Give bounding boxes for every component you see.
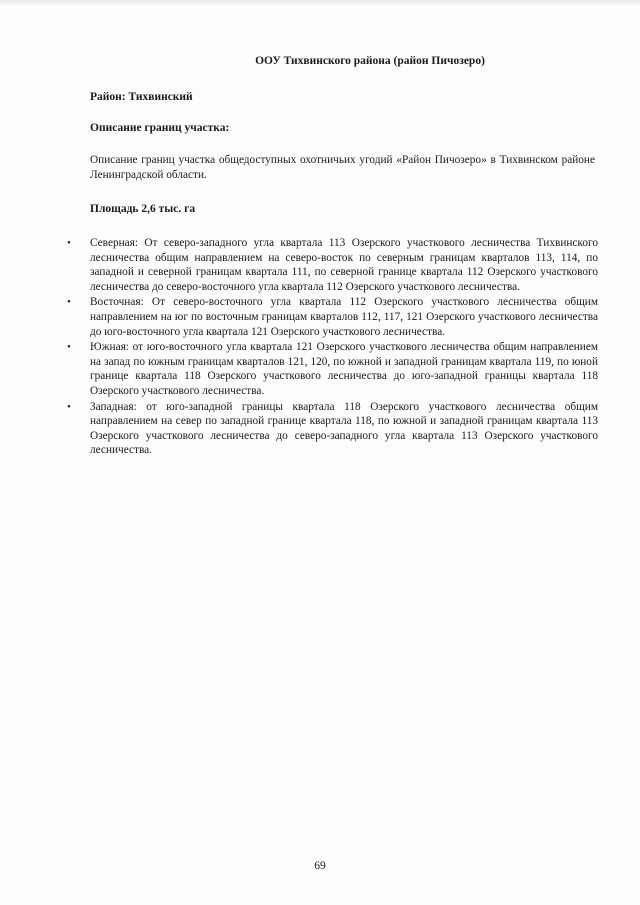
bullet-icon: • [67,341,71,354]
area-label: Площадь 2,6 тыс. га [90,203,196,215]
border-west [63,400,598,458]
border-north-text: Северная: От северо-западного угла квартала 113 Озерского участкового лесничества Тихвинского лесничества общим направлением на северо-восток по северным границам кварталов 113, 114, по западной и северной границам квартала 111, по северной границе квартала 112 Озерского участкового лесничества до северо-восточного угла квартала 112 Озерского участкового лесничества. [90,237,598,293]
border-south [63,340,598,398]
border-west-text: Западная: от юго-западной границы квартала 118 Озерского участкового лесничества общим направлением на север по западной границе квартала 118, по южной и западной границам квартала 113 Озерского участкового лесничества до северо-западного угла квартала 113 Озерского участкового лесничества. [90,400,598,457]
border-east [63,295,598,339]
border-east-text: Восточная: От северо-восточного угла квартала 112 Озерского участкового лесничества общим направлением на юг по восточным границам кварталов 112, 117, 121 Озерского участкового лесничества до юго-восточного угла квартала 121 Озерского участкового лесничества. [90,296,598,338]
borders-list [63,236,598,459]
bullet-icon: • [67,296,71,309]
scan-edge [0,0,640,6]
section-heading: Описание границ участка: [90,122,230,134]
border-north [63,236,598,294]
description-paragraph: Описание границ участка общедоступных охотничьих угодий «Район Пичозеро» в Тихвинском районе Ленинградской области. [90,154,595,181]
district-label: Район: Тихвинский [90,91,193,103]
page-title: ООУ Тихвинского района (район Пичозеро) [255,55,485,67]
bullet-icon: • [67,400,71,413]
bullet-icon: • [67,237,71,249]
border-south-text: Южная: от юго-восточного угла квартала 121 Озерского участкового лесничества общим направлением на запад по южным границам кварталов 121, 120, по южной и западной границам квартала 119, по юной границе квартала 118 Озерского участкового лесничества до юго-западной границы квартала 118 Озерского участкового лесничества. [90,341,598,397]
page-number: 69 [314,860,326,872]
